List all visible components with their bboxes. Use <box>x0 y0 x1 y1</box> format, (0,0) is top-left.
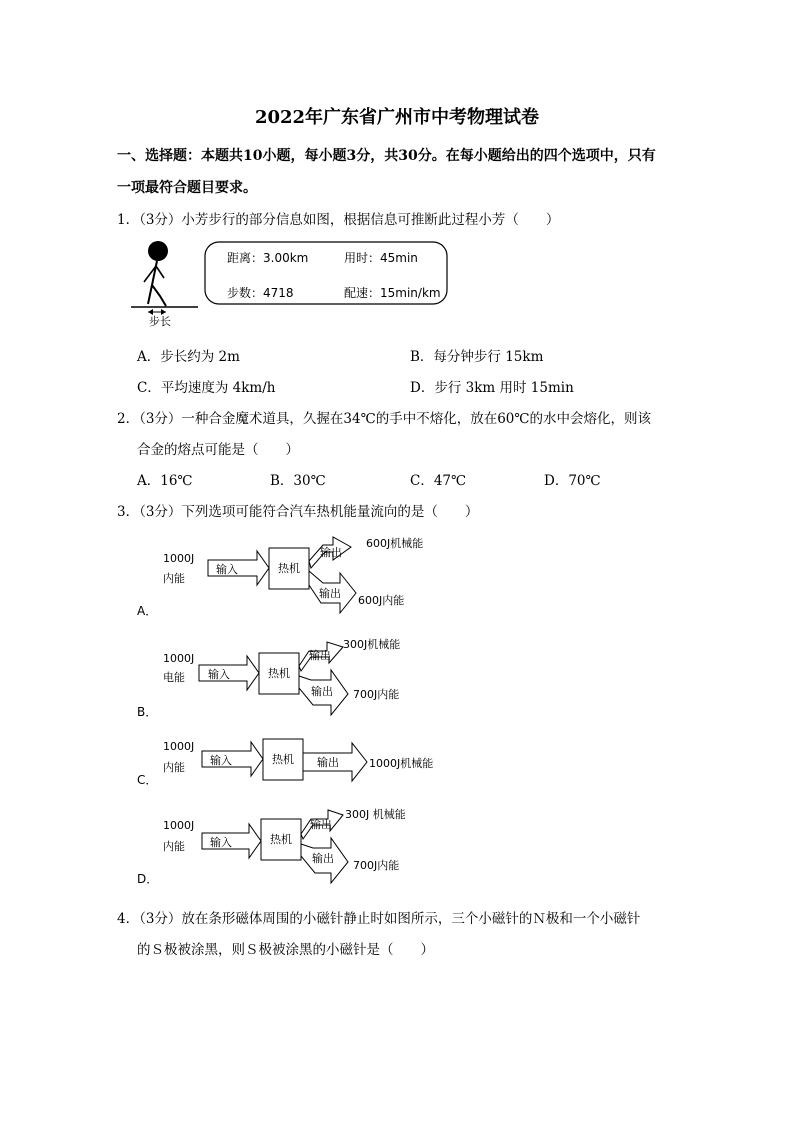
output-amount: 1000J机械能 <box>369 757 434 770</box>
output-amount-2: 700J内能 <box>353 688 400 701</box>
input-amount: 1000J <box>163 740 195 753</box>
q3-option-c-diagram <box>135 733 455 793</box>
output-amount-1: 300J机械能 <box>343 638 401 651</box>
distance-text: 距离：3.00km <box>227 251 309 265</box>
output-label: 输出 <box>317 756 339 769</box>
output-amount-2: 700J内能 <box>353 859 400 872</box>
q1-stem: 1．（3分）小芳步行的部分信息如图，根据信息可推断此过程小芳（ ） <box>117 212 560 228</box>
input-label: 输入 <box>210 836 232 849</box>
step-length-label: 步长 <box>149 315 171 328</box>
output-amount-1: 300J 机械能 <box>345 808 406 821</box>
heat-engine-label: 热机 <box>272 753 294 766</box>
q2-option-d: D．70℃ <box>544 473 601 489</box>
page-title: 2022年广东省广州市中考物理试卷 <box>254 107 540 128</box>
option-label: B． <box>137 705 158 719</box>
q1-walking-figure <box>128 238 458 330</box>
option-label: C． <box>137 773 158 787</box>
input-energy-type: 内能 <box>163 572 185 585</box>
output-amount-2: 600J内能 <box>358 594 405 607</box>
input-amount: 1000J <box>163 819 195 832</box>
input-energy-type: 内能 <box>163 840 185 853</box>
time-text: 用时：45min <box>344 251 418 265</box>
q3-option-a-diagram <box>135 533 455 623</box>
input-amount: 1000J <box>163 552 195 565</box>
q1-option-b: B．每分钟步行 15km <box>410 349 544 365</box>
steps-text: 步数：4718 <box>227 286 294 300</box>
q2-option-b: B．30℃ <box>270 473 326 489</box>
input-energy-type: 电能 <box>163 671 185 684</box>
q2-option-c: C．47℃ <box>410 473 467 489</box>
heat-engine-label: 热机 <box>278 562 300 575</box>
input-amount: 1000J <box>163 652 195 665</box>
q1-option-a: A．步长约为 2m <box>137 349 240 365</box>
q2-stem-line1: 2．（3分）一种合金魔术道具，久握在34℃的手中不熔化，放在60℃的水中会熔化，则该 <box>117 411 651 427</box>
q2-option-a: A．16℃ <box>137 473 193 489</box>
option-label: D． <box>137 872 159 886</box>
q1-option-c: C．平均速度为 4km/h <box>137 380 276 396</box>
output-label-1: 输出 <box>310 818 332 831</box>
option-label: A． <box>137 604 158 618</box>
output-label-2: 输出 <box>319 587 341 600</box>
q3-option-d-diagram <box>135 800 455 890</box>
stick-figure-head-icon <box>148 241 168 261</box>
section-heading-line1: 一、选择题：本题共10小题，每小题3分，共30分。在每小题给出的四个选项中，只有 <box>117 148 656 164</box>
q4-stem-line2: 的Ｓ极被涂黑，则Ｓ极被涂黑的小磁针是（ ） <box>137 942 434 958</box>
output-label-1: 输出 <box>309 649 331 662</box>
output-label-2: 输出 <box>312 852 334 865</box>
output-amount-1: 600J机械能 <box>366 537 424 550</box>
q3-option-b-diagram <box>135 633 455 723</box>
input-label: 输入 <box>216 563 238 576</box>
q2-stem-line2: 合金的熔点可能是（ ） <box>137 442 299 458</box>
section-heading-line2: 一项最符合题目要求。 <box>117 180 257 196</box>
output-label-2: 输出 <box>311 685 333 698</box>
pace-text: 配速：15min/km <box>344 286 441 300</box>
q3-stem: 3．（3分）下列选项可能符合汽车热机能量流向的是（ ） <box>117 504 479 520</box>
input-label: 输入 <box>208 668 230 681</box>
q4-stem-line1: 4．（3分）放在条形磁体周围的小磁针静止时如图所示，三个小磁针的Ｎ极和一个小磁针 <box>117 911 641 927</box>
output-label-1: 输出 <box>320 546 342 559</box>
heat-engine-label: 热机 <box>270 833 292 846</box>
input-label: 输入 <box>210 754 232 767</box>
heat-engine-label: 热机 <box>268 667 290 680</box>
input-energy-type: 内能 <box>163 761 185 774</box>
q1-option-d: D．步行 3km 用时 15min <box>410 380 574 396</box>
